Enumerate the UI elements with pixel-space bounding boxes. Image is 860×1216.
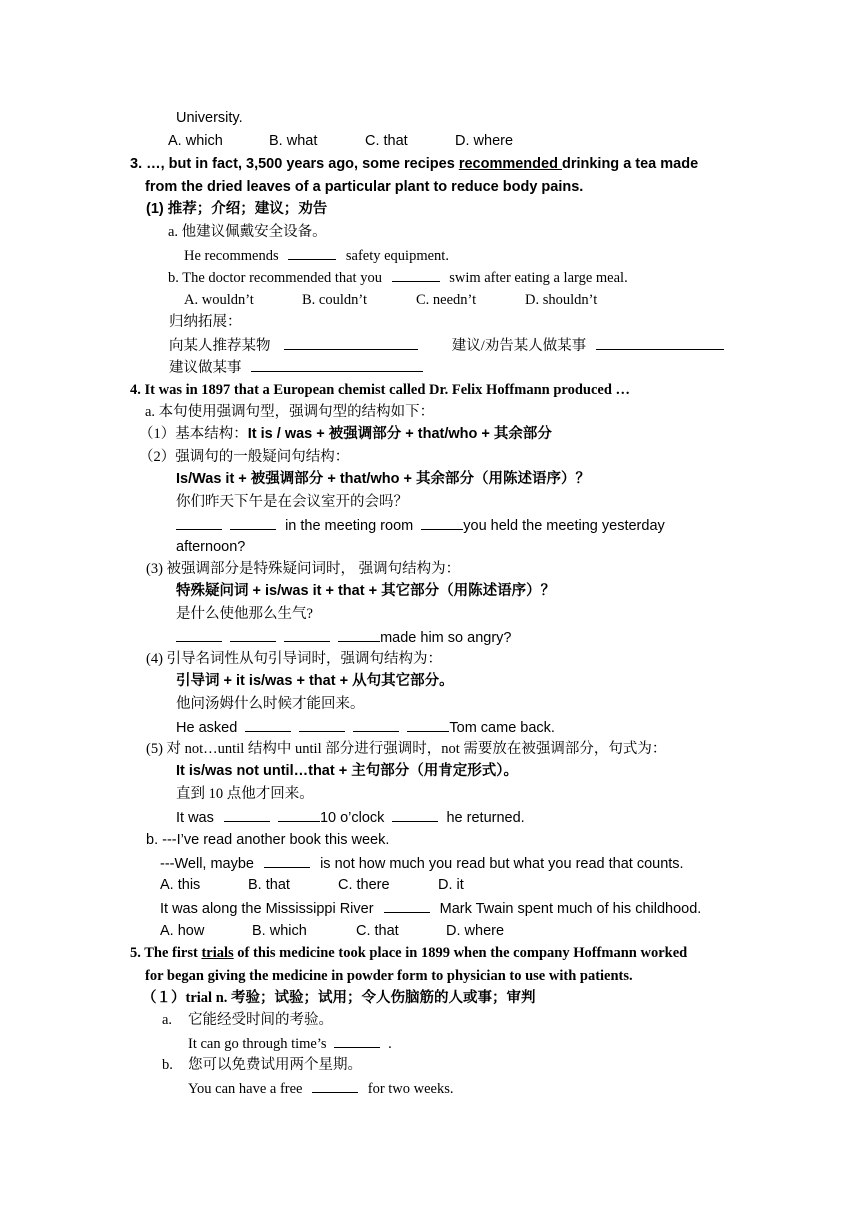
- sentence-part: swim after eating a large meal.: [449, 270, 628, 286]
- exercise-question: [160, 899, 701, 918]
- sentence-part: It was: [176, 810, 214, 826]
- example-en: [176, 516, 665, 535]
- option-b: B. that: [248, 877, 290, 893]
- example-en: [188, 1079, 454, 1098]
- sentence-part: safety equipment.: [345, 248, 449, 264]
- heading-text: drinking a tea made: [561, 156, 699, 172]
- heading-text: 3. …, but in fact, 3,500 years ago, some recipes: [130, 156, 459, 172]
- option-d: D. it: [438, 877, 464, 893]
- options-row: [184, 291, 597, 309]
- example-cn: [162, 1056, 362, 1074]
- sentence-part: you held the meeting yesterday: [463, 518, 665, 534]
- example-label: b.: [162, 1057, 173, 1073]
- sentence-part: .: [388, 1036, 392, 1052]
- answer-blank[interactable]: [421, 516, 463, 530]
- option-b: B. what: [269, 133, 318, 149]
- option-c: C. that: [365, 133, 408, 149]
- answer-blank[interactable]: [299, 718, 345, 732]
- meaning-heading: （１）trial n. 考验；试验；试用；令人伤脑筋的人或事；审判: [142, 990, 536, 1006]
- option-d: D. where: [446, 923, 505, 939]
- options-row: [168, 132, 513, 150]
- sentence-part: It can go through time’s: [188, 1036, 327, 1052]
- item-4-heading: 4. It was in 1897 that a European chemist called Dr. Felix Hoffmann produced …: [130, 382, 631, 398]
- answer-blank[interactable]: [334, 1034, 380, 1048]
- sentence-part: He asked: [176, 720, 238, 736]
- option-a: A. which: [168, 133, 223, 149]
- sentence-part: ---Well, maybe: [160, 856, 254, 872]
- rule-5-formula: It is/was not until…that + 主句部分（用肯定形式）。: [176, 763, 518, 779]
- sentence-part: for two weeks.: [367, 1081, 454, 1097]
- rule-label: （1）基本结构：: [139, 426, 248, 442]
- item-3-heading-cont: from the dried leaves of a particular plant to reduce body pains.: [145, 179, 584, 195]
- rule-2-label: （2）强调句的一般疑问句结构：: [139, 449, 350, 465]
- rule-1: [139, 425, 552, 443]
- answer-blank[interactable]: [245, 718, 291, 732]
- answer-blank[interactable]: [392, 268, 440, 282]
- sentence-part: is not how much you read but what you read that counts.: [320, 856, 684, 872]
- sentence-part: It was along the Mississippi River: [160, 901, 374, 917]
- sentence-part: Tom came back.: [449, 720, 555, 736]
- answer-blank[interactable]: [384, 899, 430, 913]
- sentence-part: Mark Twain spent much of his childhood.: [439, 901, 702, 917]
- answer-blank[interactable]: [264, 854, 310, 868]
- summary-item: 建议做某事: [169, 360, 242, 376]
- sentence-part: 10 o’clock: [319, 810, 385, 826]
- example-cn: 直到 10 点他才回来。: [176, 786, 314, 802]
- item-3-heading: [130, 155, 698, 173]
- option-a: A. wouldn’t: [184, 292, 254, 308]
- sentence-part: 它能经受时间的考验。: [188, 1012, 333, 1028]
- answer-blank[interactable]: [338, 628, 380, 642]
- option-b: B. which: [252, 923, 307, 939]
- item-5-heading-cont: for began giving the medicine in powder form to physician to use with patients.: [145, 968, 633, 984]
- meaning-heading: (1) 推荐；介绍；建议；劝告: [146, 201, 328, 217]
- option-a: A. how: [160, 923, 205, 939]
- answer-blank[interactable]: [284, 336, 418, 350]
- example-cn: a. 他建议佩戴安全设备。: [168, 224, 327, 240]
- sentence-part: he returned.: [446, 810, 525, 826]
- explanation-text: a. 本句使用强调句型，强调句型的结构如下：: [145, 404, 435, 420]
- option-a: A. this: [160, 877, 201, 893]
- answer-blank[interactable]: [353, 718, 399, 732]
- summary-item: 建议/劝告某人做某事: [451, 338, 587, 354]
- answer-blank[interactable]: [407, 718, 449, 732]
- option-c: C. needn’t: [416, 292, 477, 308]
- exercise-question: [160, 854, 684, 873]
- example-cn: [162, 1011, 333, 1029]
- rule-4-formula: 引导词 + it is/was + that + 从句其它部分。: [176, 673, 454, 689]
- answer-blank[interactable]: [312, 1079, 358, 1093]
- example-en: [188, 1034, 392, 1053]
- rule-2-formula: Is/Was it + 被强调部分 + that/who + 其余部分（用陈述语序）？: [176, 471, 590, 487]
- rule-4-label: (4) 引导名词性从句引导词时，强调句结构为：: [146, 651, 443, 667]
- example-en: [168, 268, 628, 287]
- exercise-question: b. ---I’ve read another book this week.: [146, 832, 390, 848]
- example-en: [184, 246, 449, 265]
- sentence-part: 您可以免费试用两个星期。: [188, 1057, 362, 1073]
- option-d: D. where: [455, 133, 514, 149]
- example-cn: 他问汤姆什么时候才能回来。: [176, 696, 365, 712]
- rule-3-label: (3) 被强调部分是特殊疑问词时， 强调句结构为：: [146, 561, 461, 577]
- answer-blank[interactable]: [176, 516, 222, 530]
- options-row: [160, 876, 464, 894]
- question-text: University.: [176, 110, 243, 126]
- summary-row: [169, 336, 724, 355]
- sentence-part: You can have a free: [188, 1081, 303, 1097]
- answer-blank[interactable]: [230, 516, 276, 530]
- answer-blank[interactable]: [251, 358, 423, 372]
- options-row: [160, 922, 504, 940]
- answer-blank[interactable]: [288, 246, 336, 260]
- answer-blank[interactable]: [224, 808, 270, 822]
- answer-blank[interactable]: [230, 628, 276, 642]
- example-cn: 你们昨天下午是在会议室开的会吗？: [176, 494, 408, 510]
- example-cn: 是什么使他那么生气?: [176, 606, 313, 622]
- keyword-underlined: recommended: [458, 156, 562, 172]
- sentence-part: in the meeting room: [285, 518, 414, 534]
- rule-formula: It is / was + 被强调部分 + that/who + 其余部分: [247, 426, 552, 442]
- heading-text: of this medicine took place in 1899 when the company Hoffmann worked: [233, 945, 688, 961]
- summary-label: 归纳拓展：: [169, 314, 242, 330]
- example-en-cont: afternoon?: [176, 539, 246, 555]
- example-en: [176, 808, 525, 827]
- rule-5-label: (5) 对 not…until 结构中 until 部分进行强调时，not 需要放在被强调部分，句式为：: [146, 741, 667, 757]
- summary-row: [169, 358, 423, 377]
- keyword-underlined: trials: [201, 945, 234, 961]
- option-c: C. that: [356, 923, 399, 939]
- example-label: a.: [162, 1012, 173, 1028]
- example-en: [176, 718, 555, 737]
- example-en: [176, 628, 511, 647]
- sentence-part: b. The doctor recommended that you: [168, 270, 382, 286]
- option-d: D. shouldn’t: [525, 292, 598, 308]
- heading-text: 5. The first: [130, 945, 202, 961]
- answer-blank[interactable]: [176, 628, 222, 642]
- answer-blank[interactable]: [284, 628, 330, 642]
- rule-3-formula: 特殊疑问词 + is/was it + that + 其它部分（用陈述语序）？: [176, 583, 556, 599]
- option-c: C. there: [338, 877, 390, 893]
- answer-blank[interactable]: [596, 336, 724, 350]
- item-5-heading: [130, 944, 687, 962]
- answer-blank[interactable]: [392, 808, 438, 822]
- sentence-part: made him so angry?: [380, 630, 512, 646]
- sentence-part: He recommends: [184, 248, 279, 264]
- summary-item: 向某人推荐某物: [169, 338, 271, 354]
- answer-blank[interactable]: [278, 808, 320, 822]
- option-b: B. couldn’t: [302, 292, 367, 308]
